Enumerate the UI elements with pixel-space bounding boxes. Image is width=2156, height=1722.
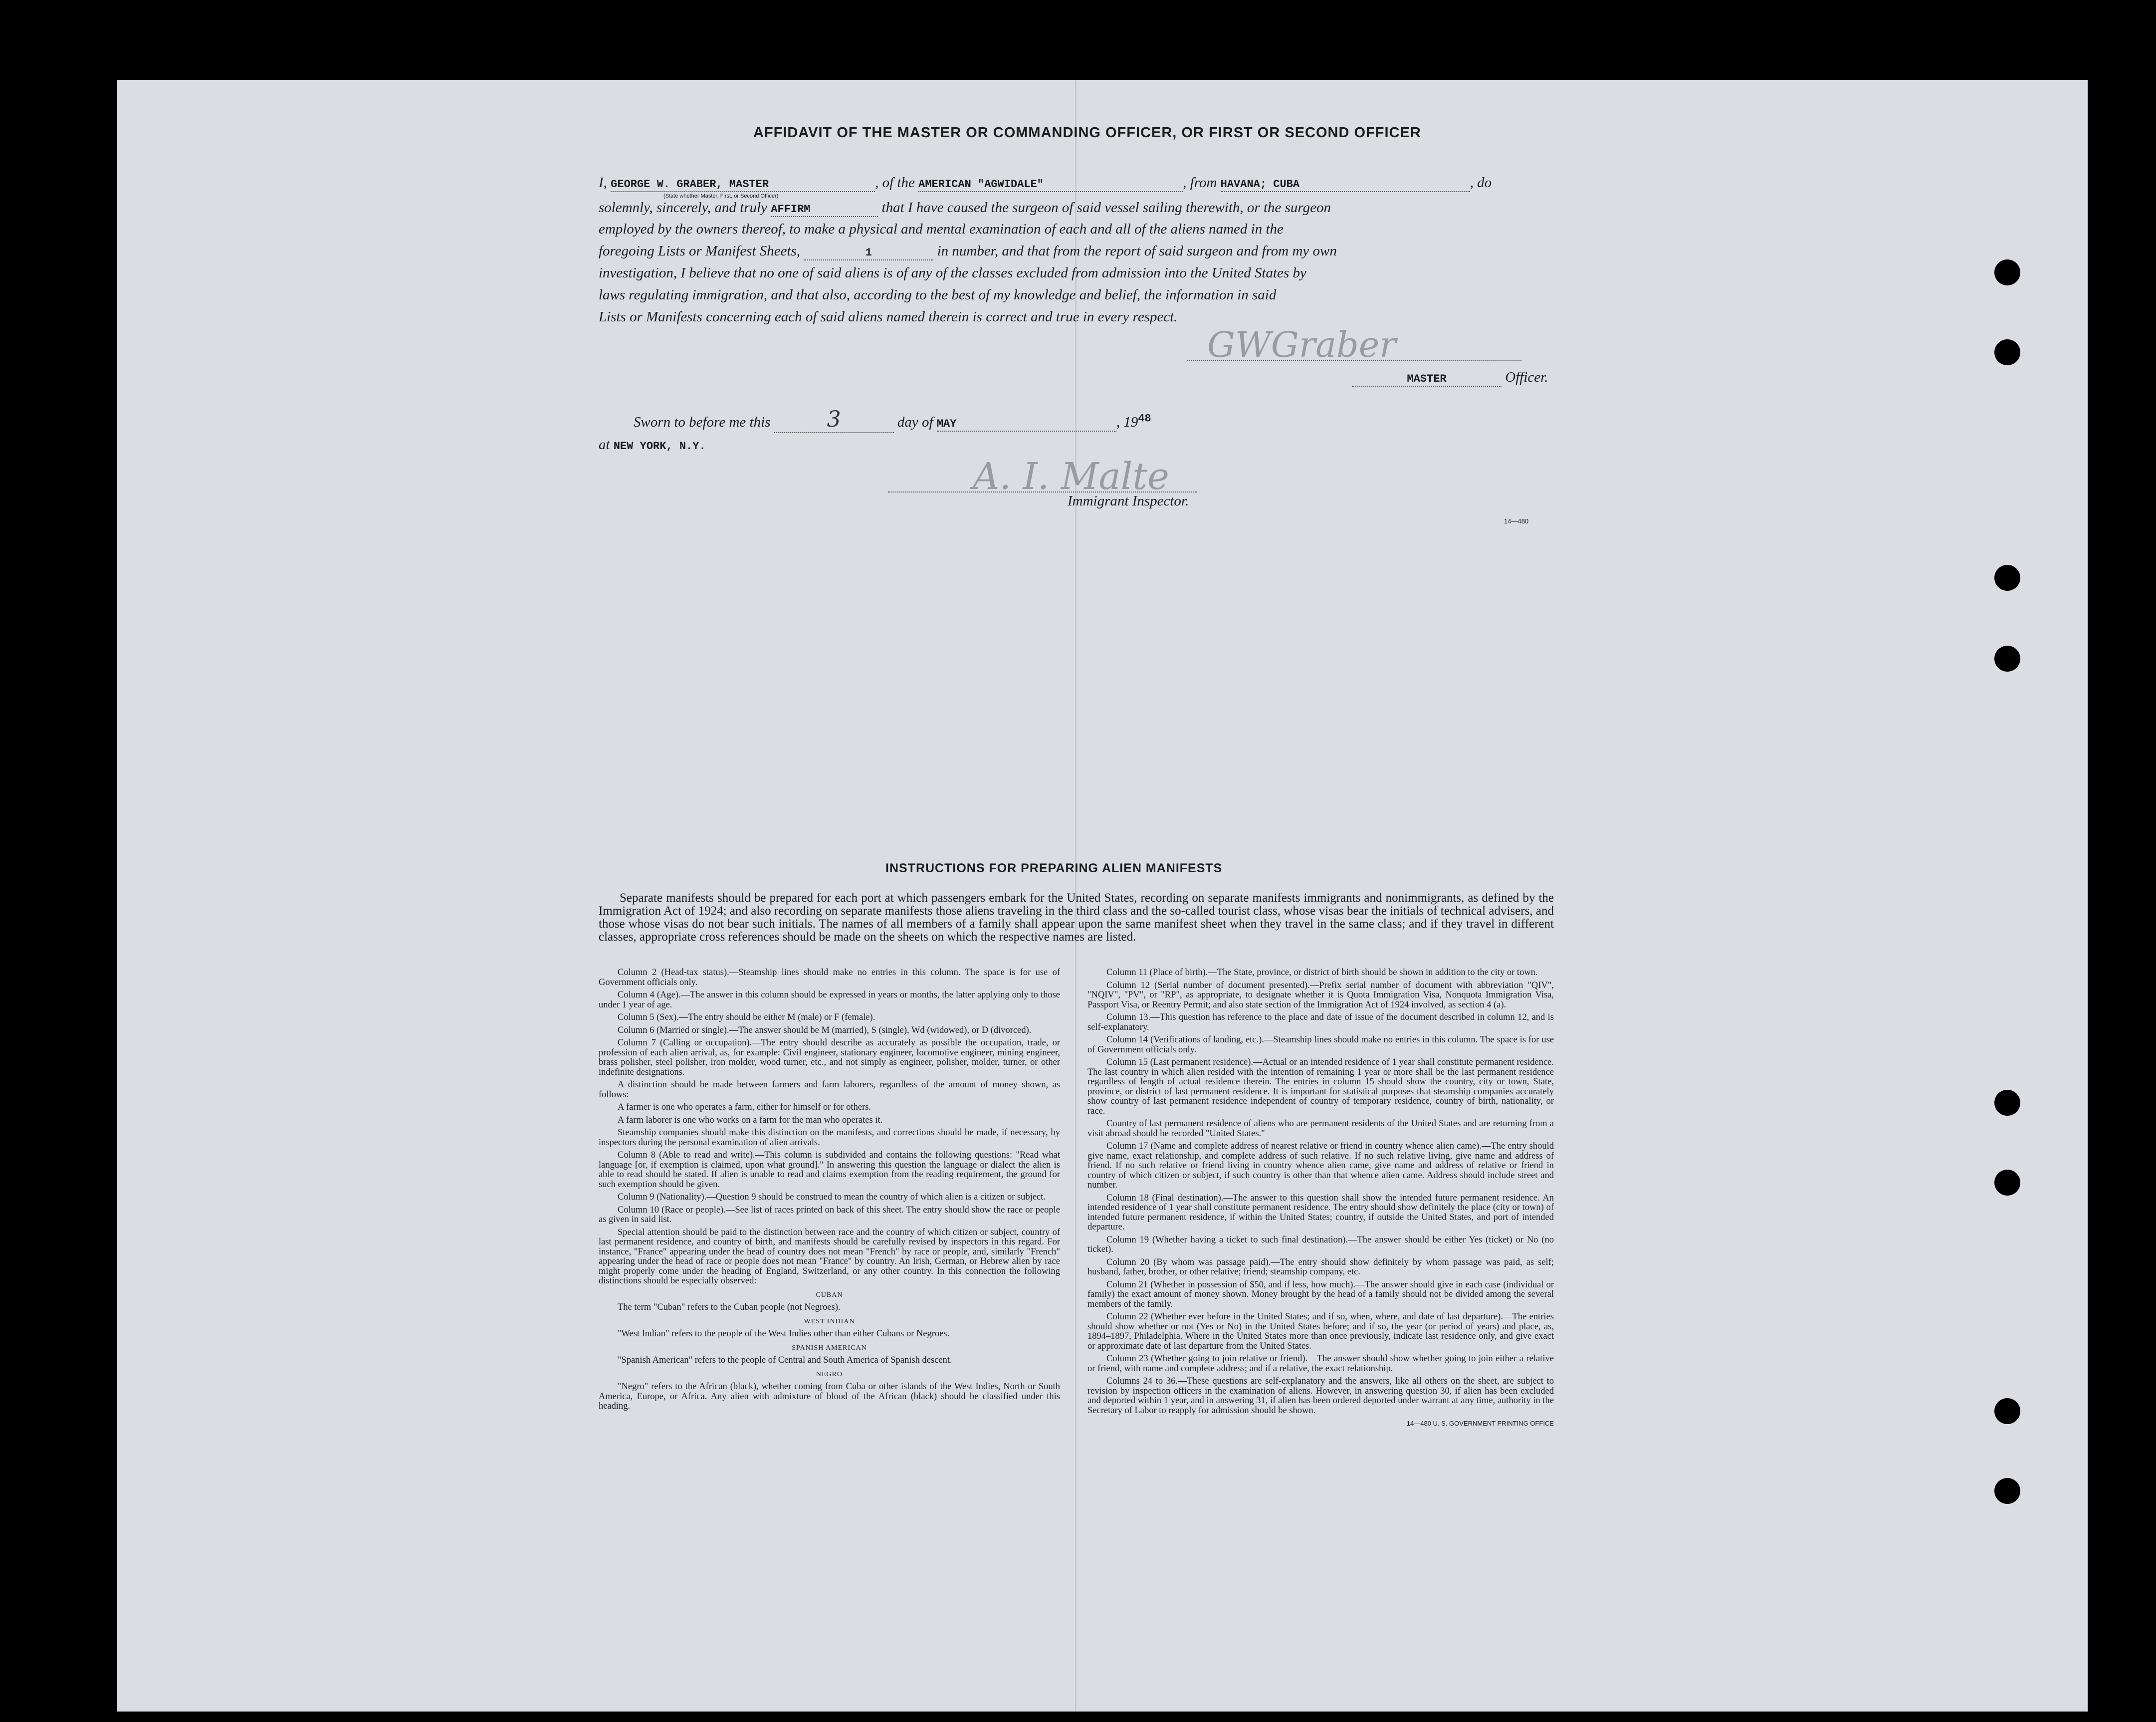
paragraph: Column 15 (Last permanent residence).—Actual or an intended residence of 1 year shall constitute permanent residence. The last country in which alien resided with the intention of remaining 1 year or more shall be the last permanent residence regardless of length of actual residence therein. The entries in column 15 should show the country, city or town, State, province, or district of last permanent residence. It is important for statistical purposes that steamship companies accurately show country of last permanent residence independent of country of temporary residence, country of birth, nationality, or race.	[1087, 1057, 1554, 1116]
paragraph: Column 19 (Whether having a ticket to such final destination).—The answer should be either Yes (ticket) or No (no ticket).	[1087, 1234, 1554, 1254]
paragraph: Column 2 (Head-tax status).—Steamship lines should make no entries in this column. The space is for use of Government officials only.	[599, 968, 1060, 987]
paragraph: Column 13.—This question has reference to the place and date of issue of the document described in column 12, and is self-explanatory.	[1087, 1012, 1554, 1032]
count-field: 1	[865, 246, 872, 259]
paragraph: Column 22 (Whether ever before in the United States; and if so, when, where, and date of last departure).—The entries should show whether or not (Yes or No) in the United States before; and if so, the year (or period of years) and place, as, 1894–1897, Philadelphia. Where in the United States more than once previously, indicate last residence only, and give exact or approximate date of last departure from the United States.	[1087, 1312, 1554, 1351]
paragraph: "Negro" refers to the African (black), whether coming from Cuba or other islands of the West Indies, North or South America, Europe, or Africa. Any alien with admixture of blood of the African (black) should be classified under this heading.	[599, 1382, 1060, 1411]
heading-cuban: CUBAN	[816, 1291, 843, 1299]
sworn-month-field: MAY	[936, 418, 957, 430]
paragraph: "Spanish American" refers to the people of Central and South America of Spanish descent.	[618, 1355, 952, 1365]
paragraph: A distinction should be made between farmers and farm laborers, regardless of the amount of money shown, as follows:	[599, 1080, 1060, 1100]
paragraph: A farmer is one who operates a farm, either for himself or for others.	[618, 1102, 871, 1112]
paragraph: Columns 24 to 36.—These questions are self-explanatory and the answers, like all others on the sheet, are subject to revision by inspection officers in the examination of aliens. However, in answering question 30, if alien has been excluded and deported within 1 year, and in answering 31, if alien has been ordered deported under warrant at any time, authority in the Secretary of Labor to reapply for admission should be shown.	[1087, 1376, 1554, 1416]
heading-west-indian: WEST INDIAN	[804, 1317, 855, 1325]
officer-rank-field: MASTER	[1407, 373, 1447, 385]
paragraph: Country of last permanent residence of aliens who are permanent residents of the United States and are returning from a visit abroad should be recorded "United States."	[1087, 1119, 1554, 1139]
affidavit-title: AFFIDAVIT OF THE MASTER OR COMMANDING OFFICER, OR FIRST OR SECOND OFFICER	[753, 125, 1421, 141]
form-number: 14—480	[1504, 517, 1529, 525]
paragraph: A farm laborer is one who works on a farm for the man who operates it.	[618, 1115, 883, 1125]
instructions-intro: Separate manifests should be prepared for each port at which passengers embark for the United States, recording on separate manifests immigrants and nonimmigrants, as defined by the Immigration Act of 1924; and also recording on separate manifests those aliens traveling in the third class and the so-called tourist class, whose visas bear the initials of technical advisers, and those whose visas do not bear such initials. The names of all members of a family shall appear upon the same manifest sheet when they travel in the same class; and if they travel in different classes, appropriate cross references should be made on the sheets on which the respective names are listed.	[599, 891, 1554, 944]
affidavit-line-6: laws regulating immigration, and that also, according to the best of my knowledge and belief, the information in said	[599, 287, 1277, 303]
paragraph: Column 7 (Calling or occupation).—The entry should describe as accurately as possible the occupation, trade, or profession of each alien arrival, as, for example: Civil engineer, stationary engineer, locomotive engineer, mining engineer, brass polisher, steel polisher, iron molder, wood turner, etc., and not simply as engineer, polisher, molder, turner, or other indefinite designations.	[599, 1038, 1060, 1077]
officer-signature: GWGraber	[1207, 324, 1396, 365]
inspector-signature: A. I. Malte	[973, 455, 1169, 498]
paragraph: Column 11 (Place of birth).—The State, province, or district of birth should be shown in addition to the city or town.	[1106, 968, 1538, 978]
sworn-line: Sworn to before me this 3 day of MAY , $19^{48}$	[634, 407, 1151, 432]
paragraph: Column 5 (Sex).—The entry should be either M (male) or F (female).	[618, 1012, 875, 1022]
inspector-label: Immigrant Inspector.	[1068, 493, 1189, 509]
binder-hole	[1994, 1478, 2020, 1504]
paragraph: Special attention should be paid to the distinction between race and the country of which citizen or subject, country of last permanent residence, and country of birth, and manifests should be carefully revised by inspectors in this regard. For instance, "France" appearing under the head of country does not mean "French" by race or people, and, similarly "French" appearing under the head of race or people does not mean "France" by country. An Irish, German, or Hebrew alien by race might properly come under the heading of England, Switzerland, or any other country. In this connection the following distinctions should be especially observed:	[599, 1227, 1060, 1286]
binder-hole	[1994, 339, 2020, 365]
state-whether-note: (State whether Master, First, or Second Officer)	[663, 193, 779, 199]
affidavit-line-4: foregoing Lists or Manifest Sheets, 1 in number, and that from the report of said surgeon and from my own	[599, 243, 1337, 260]
binder-hole	[1994, 1170, 2020, 1196]
instructions-title: INSTRUCTIONS FOR PREPARING ALIEN MANIFESTS	[885, 861, 1223, 875]
port-field: HAVANA; CUBA	[1220, 178, 1300, 191]
heading-negro: NEGRO	[816, 1370, 843, 1378]
heading-spanish-american: SPANISH AMERICAN	[792, 1344, 867, 1352]
paragraph: Column 8 (Able to read and write).—This column is subdivided and contains the following questions: "Read what language [or, if exemption is claimed, upon what ground]." In answering this question the language or dialect the alien is able to read should be stated. If alien is unable to read and claims exemption from the reading requirement, the ground for such exemption should be given.	[599, 1150, 1060, 1190]
officer-rank-line: MASTER Officer.	[1352, 369, 1548, 387]
paragraph: Column 23 (Whether going to join relative or friend).—The answer should show whether going to join either a relative or friend, with name and complete address; and if a relative, the exact relationship.	[1087, 1354, 1554, 1374]
paragraph: Column 21 (Whether in possession of $50, and if less, how much).—The answer should give in each case (individual or family) the exact amount of money shown. Money brought by the head of a family should not be divided among the several members of the family.	[1087, 1279, 1554, 1309]
instructions-right-column	[1087, 968, 1554, 1432]
paragraph: The term "Cuban" refers to the Cuban people (not Negroes).	[618, 1302, 841, 1312]
binder-hole	[1994, 646, 2020, 672]
sworn-year-field: 48	[1138, 412, 1151, 425]
paragraph: Steamship companies should make this distinction on the manifests, and corrections should be made, if necessary, by inspectors during the personal examination of alien arrivals.	[599, 1128, 1060, 1148]
paragraph: Column 6 (Married or single).—The answer should be M (married), S (single), Wd (widowed), or D (divorced).	[618, 1025, 1032, 1035]
affidavit-line-5: investigation, I believe that no one of said aliens is of any of the classes excluded from admission into the United States by	[599, 265, 1306, 281]
paragraph: Column 20 (By whom was passage paid).—The entry should show definitely by whom passage was paid, as self; husband, father, brother, or other relative; friend; steamship company, etc.	[1087, 1257, 1554, 1277]
place-field: NEW YORK, N.Y.	[613, 440, 706, 453]
instructions-left-column	[599, 968, 1060, 1415]
paragraph: "West Indian" refers to the people of the West Indies other than either Cubans or Negroes.	[618, 1329, 950, 1339]
officer-name-field: GEORGE W. GRABER, MASTER	[611, 178, 769, 191]
paragraph: Column 14 (Verifications of landing, etc.).—Steamship lines should make no entries in this column. The space is for use of Government officials only.	[1087, 1035, 1554, 1055]
affidavit-line-2: solemnly, sincerely, and truly AFFIRM that I have caused the surgeon of said vessel sailing therewith, or the surgeon	[599, 200, 1331, 217]
affidavit-line-7: Lists or Manifests concerning each of said aliens named therein is correct and true in every respect.	[599, 309, 1178, 325]
printer-line: 14—480 U. S. GOVERNMENT PRINTING OFFICE	[1406, 1420, 1554, 1427]
place-line: at NEW YORK, N.Y.	[599, 437, 706, 453]
paragraph: Column 4 (Age).—The answer in this column should be expressed in years or months, the latter applying only to those under 1 year of age.	[599, 990, 1060, 1010]
paragraph: Column 10 (Race or people).—See list of races printed on back of this sheet. The entry should show the race or people as given in said list.	[599, 1205, 1060, 1225]
affirm-field: AFFIRM	[771, 203, 811, 216]
binder-hole	[1994, 1398, 2020, 1424]
paragraph: Column 17 (Name and complete address of nearest relative or friend in country whence alien came).—The entry should give name, exact relationship, and complete address of such relative. If no such relative living, give name and address of friend. If no such relative or friend living in country whence alien came, give name and address of relative or friend in country of which citizen or subject, if such country is other than that whence alien came. Address should include street and number.	[1087, 1141, 1554, 1190]
binder-hole	[1994, 259, 2020, 285]
vessel-field: AMERICAN "AGWIDALE"	[918, 178, 1044, 191]
affidavit-line-3: employed by the owners thereof, to make a physical and mental examination of each and all of the aliens named in the	[599, 221, 1284, 237]
binder-hole	[1994, 1090, 2020, 1116]
paragraph: Column 18 (Final destination).—The answer to this question shall show the intended future permanent residence. An intended residence of 1 year shall constitute permanent residence. The entry should show definitely the place (city or town) of intended future permanent residence, if within the United States; country, if outside the United States, and port of intended departure.	[1087, 1193, 1554, 1232]
sworn-day-field: 3	[827, 407, 841, 432]
affidavit-line-1: I, GEORGE W. GRABER, MASTER , of the AMERICAN "AGWIDALE" , from HAVANA; CUBA , do	[599, 175, 1492, 192]
officer-signature-line	[1187, 360, 1521, 361]
paragraph: Column 9 (Nationality).—Question 9 should be construed to mean the country of which alien is a citizen or subject.	[618, 1192, 1046, 1202]
paragraph: Column 12 (Serial number of document presented).—Prefix serial number of document with abbreviation "QIV", "NQIV", "PV", or "RP", as appropriate, to designate whether it is Quota Immigration Visa, Nonquota Immigration Visa, Passport Visa, or Reentry Permit; and also state section of the Immigration Act of 1924 involved, as section 4 (a).	[1087, 980, 1554, 1010]
binder-hole	[1994, 565, 2020, 591]
